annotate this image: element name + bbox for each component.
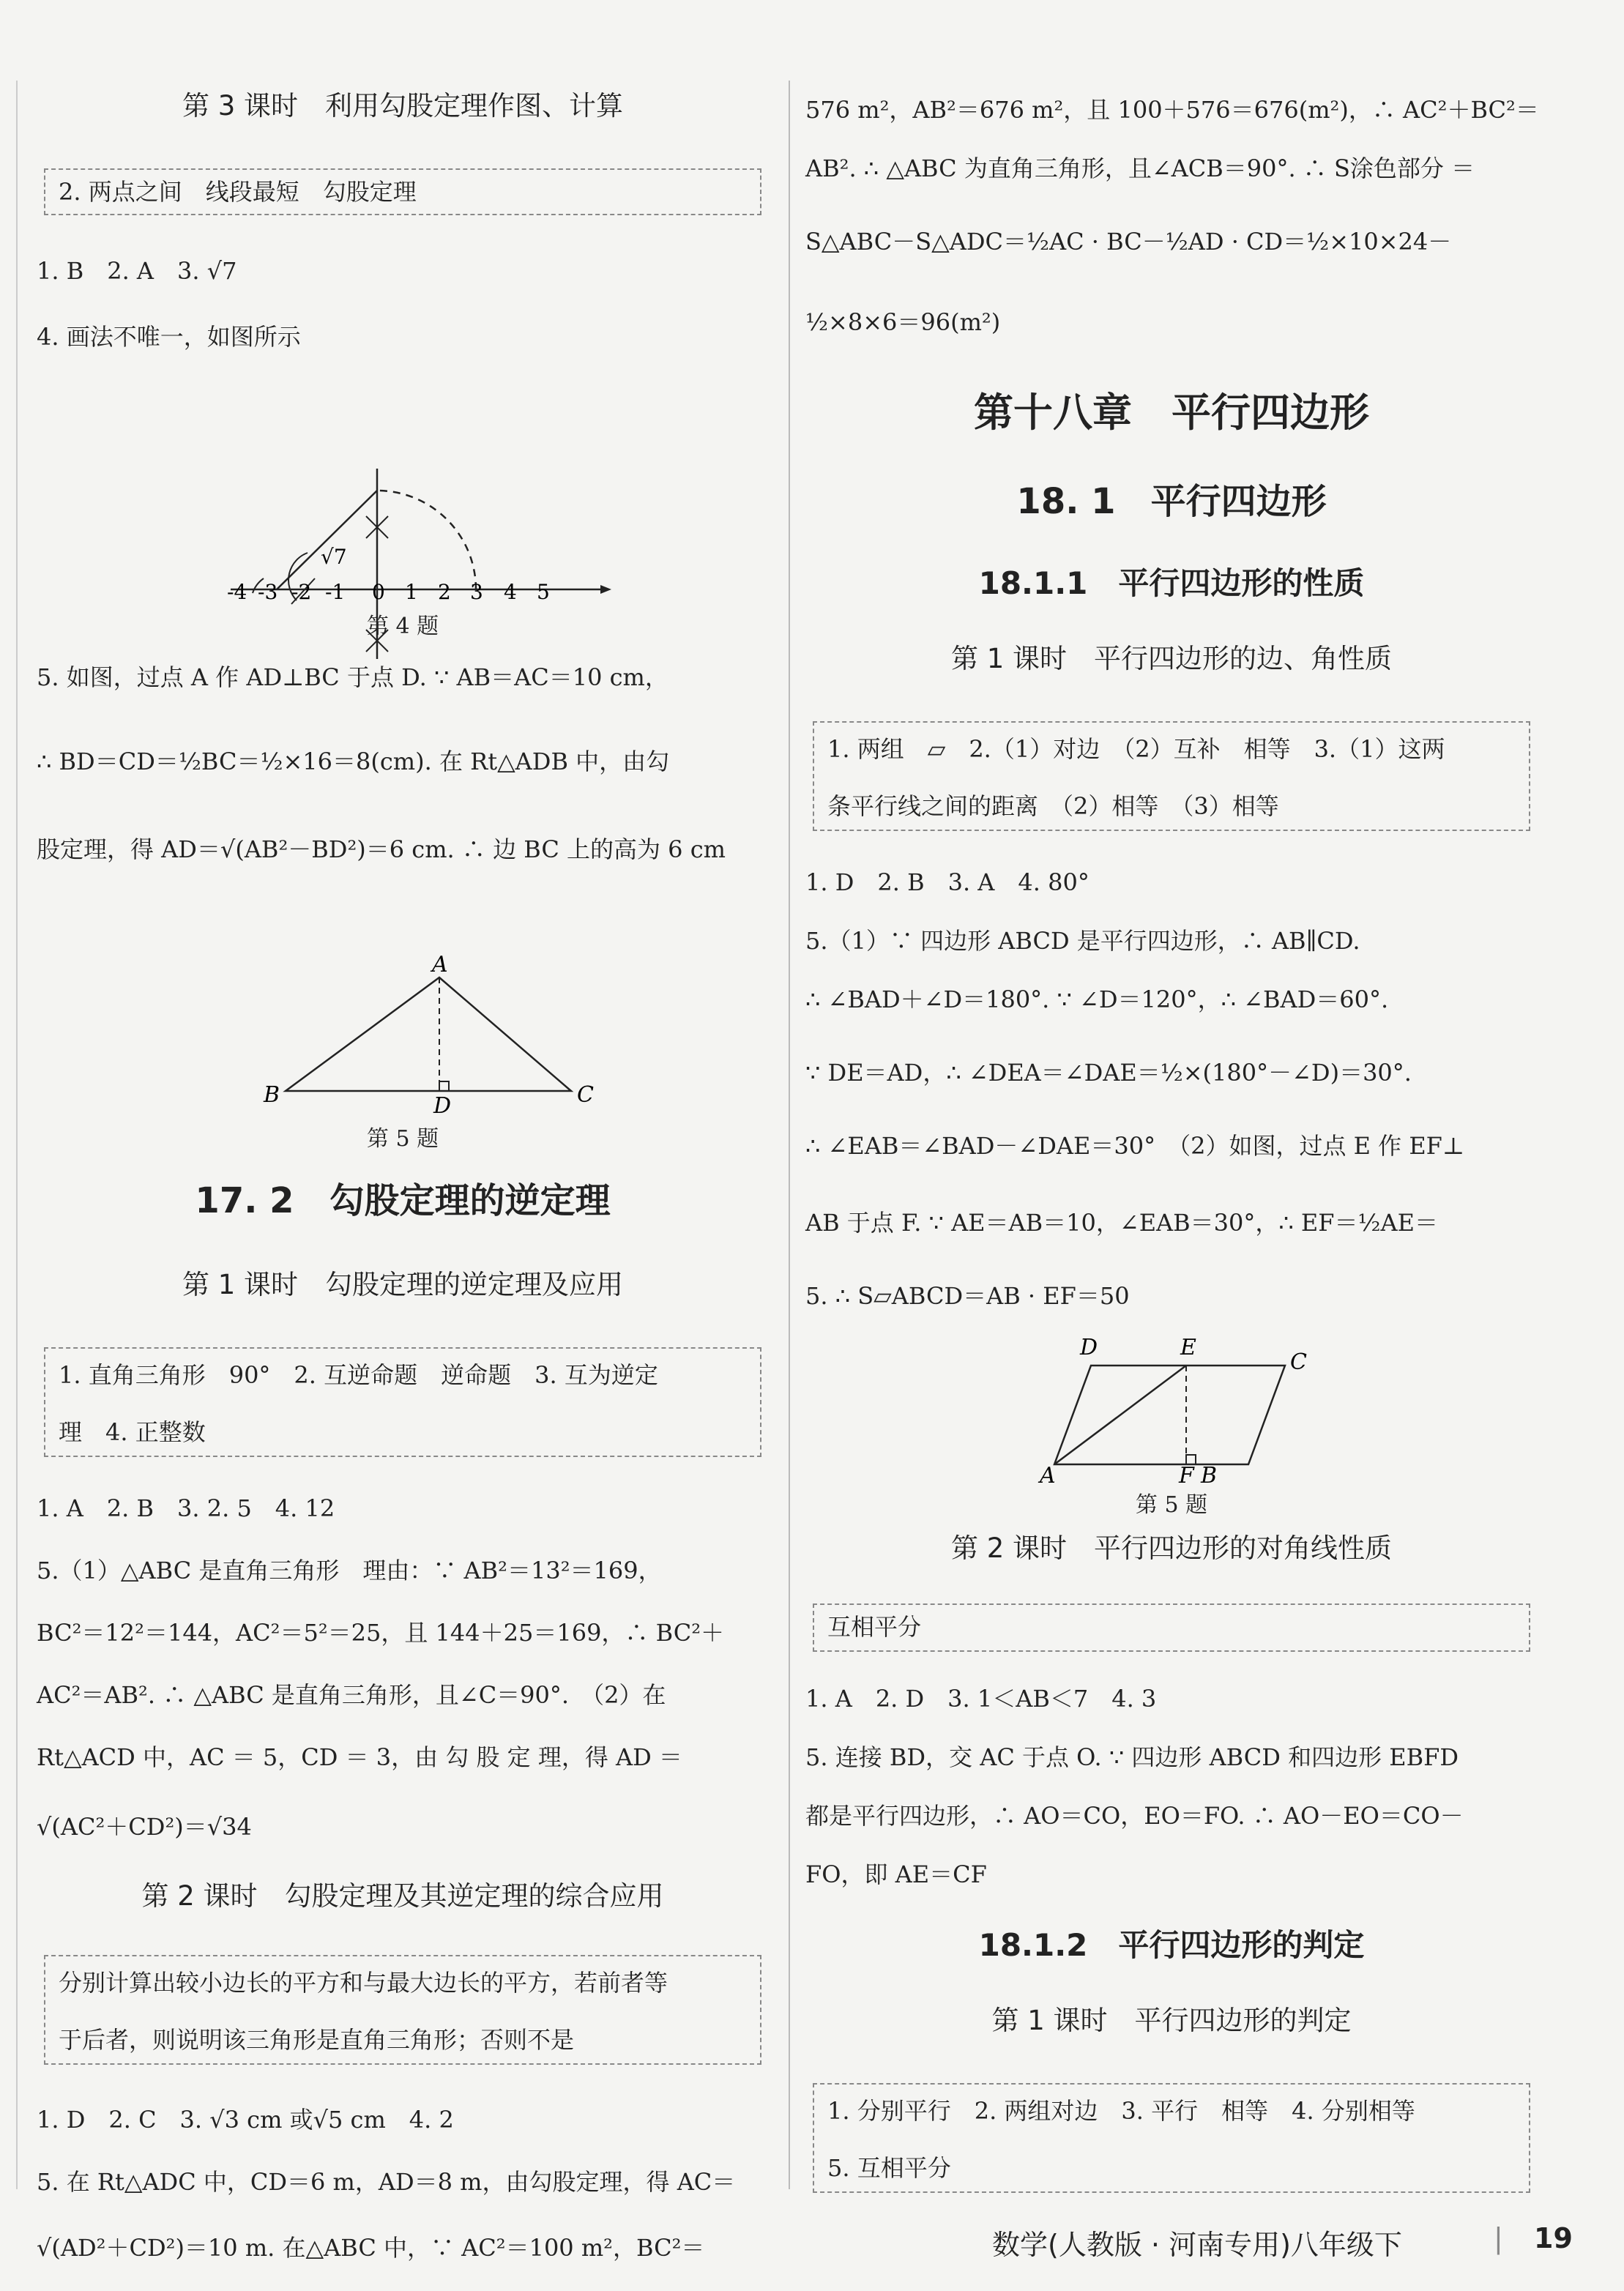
concept-box	[813, 2083, 1530, 2193]
vertex-label: C	[577, 1082, 594, 1108]
lesson-title: 第 1 课时 勾股定理的逆定理及应用	[182, 1269, 624, 1300]
tick-label: 5	[537, 580, 550, 604]
subsection-title: 18.1.2 平行四边形的判定	[978, 1927, 1365, 1963]
answer-line: 1. D 2. B 3. A 4. 80°	[805, 868, 1090, 896]
tick-label: -3	[258, 580, 278, 604]
answer-line: AC²＝AB². ∴ △ABC 是直角三角形，且∠C＝90°. （2）在	[37, 1681, 666, 1709]
answer-line: √(AC²＋CD²)＝√34	[37, 1813, 252, 1841]
tick-label: 3	[470, 580, 483, 604]
answer-line: AB 于点 F. ∵ AE＝AB＝10，∠EAB＝30°，∴ EF＝½AE＝	[805, 1209, 1438, 1237]
answer-line: ∵ DE＝AD，∴ ∠DEA＝∠DAE＝½×(180°－∠D)＝30°.	[805, 1059, 1412, 1087]
figure-5-triangle	[227, 890, 608, 1124]
chapter-title: 第十八章 平行四边形	[974, 390, 1369, 436]
answer-line: ∴ ∠EAB＝∠BAD－∠DAE＝30° （2）如图，过点 E 作 EF⊥	[805, 1132, 1464, 1160]
vertex-label: A	[432, 952, 448, 977]
box-line: 1. 两组 ▱ 2.（1）对边 （2）互补 相等 3.（1）这两	[827, 735, 1445, 763]
figure-caption: 第 5 题	[1135, 1492, 1208, 1518]
vertex-label: D	[1080, 1335, 1098, 1360]
box-line: 理 4. 正整数	[59, 1418, 206, 1446]
section-title: 18. 1 平行四边形	[1016, 481, 1327, 522]
tick-label: 0	[372, 580, 385, 604]
box-line: 于后者，则说明该三角形是直角三角形；否则不是	[59, 2026, 575, 2054]
concept-box	[44, 1347, 761, 1457]
vertex-label: F	[1179, 1463, 1194, 1489]
box-line: 1. 分别平行 2. 两组对边 3. 平行 相等 4. 分别相等	[827, 2097, 1415, 2125]
box-line: 互相平分	[827, 1613, 922, 1641]
tick-label: 2	[438, 580, 451, 604]
tick-label: 4	[504, 580, 517, 604]
tick-label: 1	[405, 580, 418, 604]
answer-line: 5. 如图，过点 A 作 AD⊥BC 于点 D. ∵ AB＝AC＝10 cm，	[37, 663, 668, 691]
answer-line: 4. 画法不唯一，如图所示	[37, 323, 301, 351]
answer-line: ½×8×6＝96(m²)	[805, 308, 1001, 336]
answer-line: ∴ BD＝CD＝½BC＝½×16＝8(cm). 在 Rt△ADB 中，由勾	[37, 748, 670, 775]
tick-label: -2	[291, 580, 312, 604]
lesson-title: 第 2 课时 平行四边形的对角线性质	[950, 1532, 1393, 1564]
answer-line: 5. 在 Rt△ADC 中，CD＝6 m，AD＝8 m，由勾股定理，得 AC＝	[37, 2168, 736, 2196]
box-line: 1. 直角三角形 90° 2. 互逆命题 逆命题 3. 互为逆定	[59, 1361, 658, 1389]
answer-line: 1. D 2. C 3. √3 cm 或√5 cm 4. 2	[37, 2106, 454, 2134]
vertex-label: B	[1201, 1463, 1218, 1489]
concept-box	[813, 721, 1530, 831]
subsection-title: 18.1.1 平行四边形的性质	[978, 565, 1365, 601]
root-seven-label: √7	[321, 545, 347, 569]
answer-line: AB². ∴ △ABC 为直角三角形，且∠ACB＝90°. ∴ S涂色部分 ＝	[805, 154, 1475, 182]
concept-box	[44, 1955, 761, 2065]
answer-line: 576 m²，AB²＝676 m²，且 100＋576＝676(m²)，∴ AC²＋BC²＝	[805, 96, 1539, 124]
answer-line: 5.（1）△ABC 是直角三角形 理由：∵ AB²＝13²＝169，	[37, 1557, 662, 1584]
tick-label: -1	[325, 580, 346, 604]
footer-book-title: 数学(人教版 · 河南专用)八年级下	[992, 2229, 1402, 2261]
page-edge-line	[16, 81, 18, 2189]
answer-line: 1. A 2. D 3. 1＜AB＜7 4. 3	[805, 1685, 1157, 1713]
section-title: 17. 2 勾股定理的逆定理	[195, 1180, 611, 1221]
box-line: 分别计算出较小边长的平方和与最大边长的平方，若前者等	[59, 1969, 668, 1997]
answer-line: BC²＝12²＝144，AC²＝5²＝25，且 144＋25＝169，∴ BC²＋	[37, 1619, 725, 1647]
lesson-title: 第 1 课时 平行四边形的判定	[991, 2005, 1352, 2036]
answer-line: Rt△ACD 中，AC ＝ 5，CD ＝ 3，由 勾 股 定 理，得 AD ＝	[37, 1743, 682, 1771]
answer-line: 股定理，得 AD＝√(AB²－BD²)＝6 cm. ∴ 边 BC 上的高为 6 cm	[37, 835, 726, 863]
answer-line: S△ABC－S△ADC＝½AC · BC－½AD · CD＝½×10×24－	[805, 228, 1452, 256]
answer-line: 5.（1）∵ 四边形 ABCD 是平行四边形，∴ AB∥CD.	[805, 927, 1360, 955]
answer-line: 都是平行四边形，∴ AO＝CO，EO＝FO. ∴ AO－EO＝CO－	[805, 1802, 1464, 1830]
concept-box	[813, 1603, 1530, 1652]
vertex-label: E	[1180, 1335, 1196, 1360]
vertex-label: C	[1290, 1349, 1307, 1375]
lesson-title: 第 2 课时 勾股定理及其逆定理的综合应用	[141, 1880, 664, 1912]
answer-line: FO，即 AE＝CF	[805, 1860, 987, 1888]
figure-caption: 第 5 题	[366, 1126, 439, 1152]
vertex-label: B	[264, 1082, 280, 1108]
answer-line: 5. 连接 BD，交 AC 于点 O. ∵ 四边形 ABCD 和四边形 EBFD	[805, 1743, 1459, 1771]
answer-line: ∴ ∠BAD＋∠D＝180°. ∵ ∠D＝120°，∴ ∠BAD＝60°.	[805, 986, 1389, 1013]
concept-box	[44, 168, 761, 215]
answer-line: 1. B 2. A 3. √7	[37, 257, 237, 285]
answer-line: 1. A 2. B 3. 2. 5 4. 12	[37, 1494, 335, 1522]
figure-5-parallelogram	[1025, 1325, 1347, 1494]
lesson-title: 第 1 课时 平行四边形的边、角性质	[950, 643, 1393, 674]
box-line: 2. 两点之间 线段最短 勾股定理	[59, 178, 417, 206]
box-line: 5. 互相平分	[827, 2154, 951, 2182]
lesson-title: 第 3 课时 利用勾股定理作图、计算	[182, 90, 624, 122]
tick-label: -4	[227, 580, 247, 604]
figure-caption: 第 4 题	[366, 614, 439, 639]
column-divider	[789, 81, 790, 2189]
vertex-label: D	[433, 1093, 452, 1119]
vertex-label: A	[1040, 1463, 1056, 1489]
answer-line: √(AD²＋CD²)＝10 m. 在△ABC 中，∵ AC²＝100 m²，BC²＝	[37, 2234, 705, 2262]
footer-separator: |	[1494, 2222, 1503, 2254]
answer-line: 5. ∴ S▱ABCD＝AB · EF＝50	[805, 1282, 1130, 1310]
box-line: 条平行线之间的距离 （2）相等 （3）相等	[827, 792, 1279, 820]
page-number: 19	[1534, 2222, 1573, 2254]
